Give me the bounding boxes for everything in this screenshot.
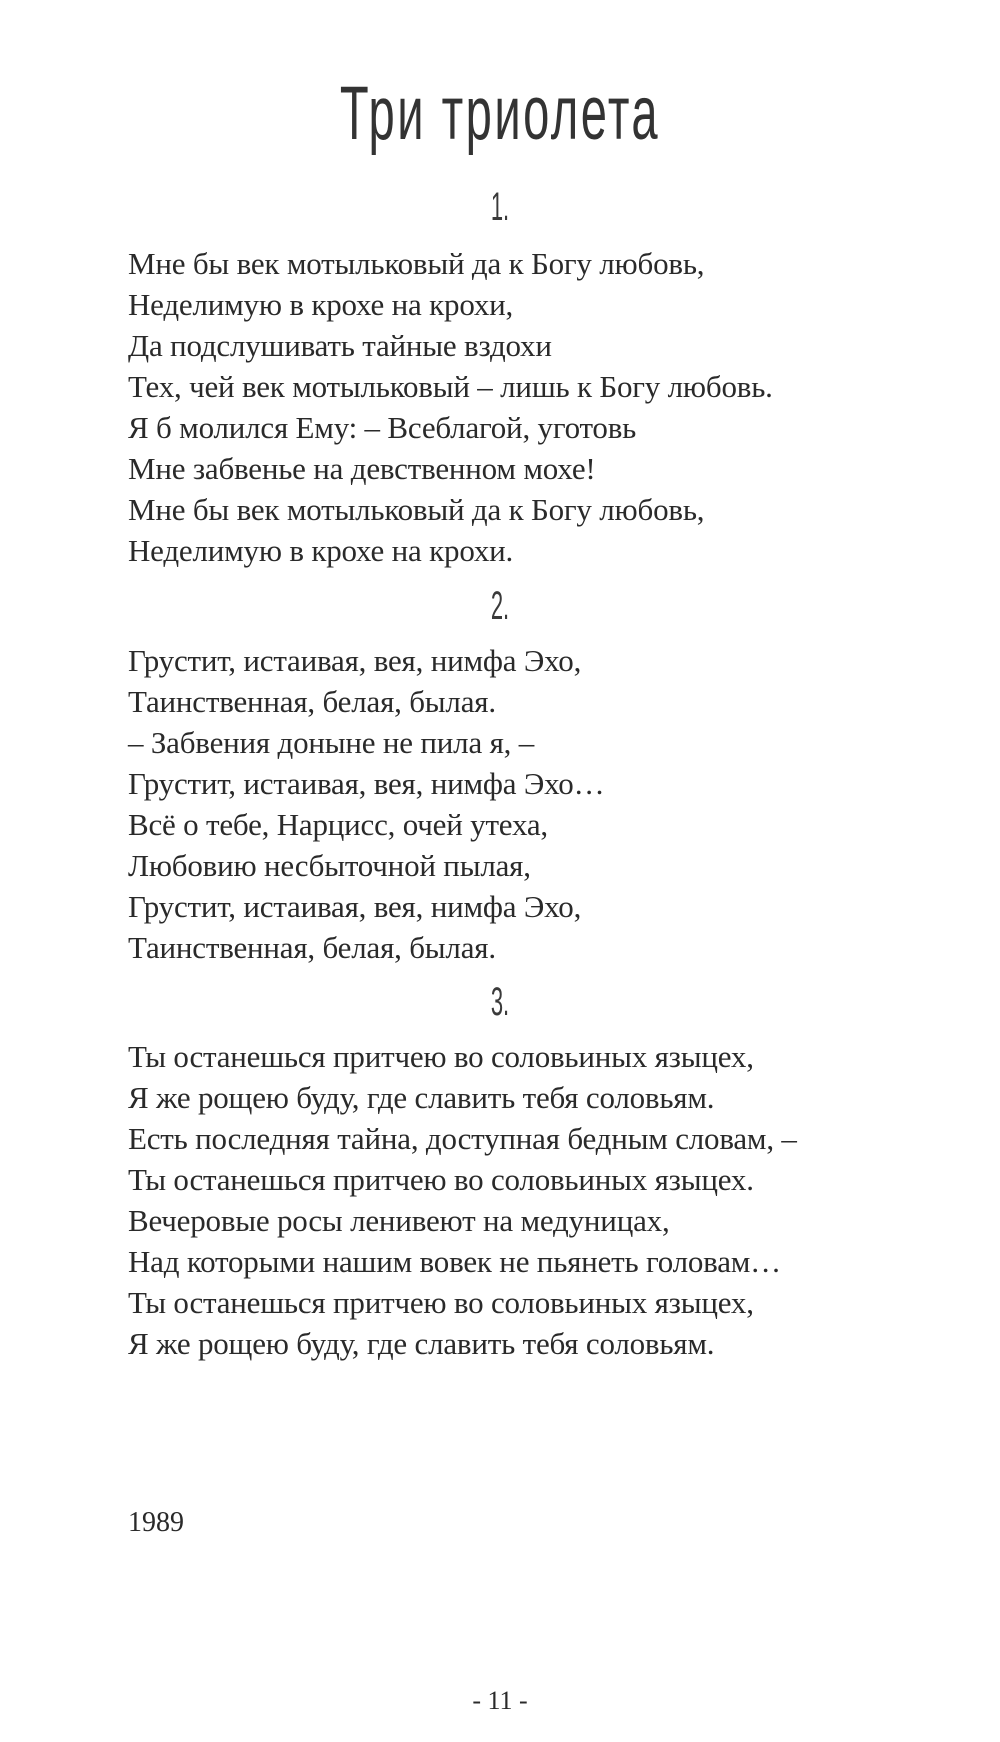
stanza-3: [128, 1036, 948, 1364]
stanza-2: [128, 640, 948, 968]
poem-line: Мне бы век мотыльковый да к Богу любовь,: [128, 246, 705, 281]
page-title: Три триолета: [339, 71, 661, 156]
poem-line: Мне забвенье на девственном мохе!: [128, 451, 596, 486]
poem-line: Я б молился Ему: – Всеблагой, уготовь: [128, 410, 637, 445]
page-number: - 11 -: [472, 1686, 528, 1715]
poem-line: Тех, чей век мотыльковый – лишь к Богу любовь.: [128, 369, 773, 404]
poem-line: Грустит, истаивая, вея, нимфа Эхо…: [128, 766, 605, 801]
poem-line: Ты останешься притчею во соловьиных языцех,: [128, 1285, 754, 1320]
poem-line: Вечеровые росы ленивеют на медуницах,: [128, 1203, 670, 1238]
poem-line: Неделимую в крохе на крохи.: [128, 533, 514, 568]
section-number-2: 2.: [490, 584, 510, 628]
poem-line: Таинственная, белая, былая.: [128, 684, 496, 719]
poem-line: Я же рощею буду, где славить тебя соловьям.: [128, 1326, 715, 1361]
poem-line: Ты останешься притчею во соловьиных языцех.: [128, 1162, 754, 1197]
poem-line: Ты останешься притчею во соловьиных языцех,: [128, 1039, 754, 1074]
poem-line: Да подслушивать тайные вздохи: [128, 328, 552, 363]
poem-line: Неделимую в крохе на крохи,: [128, 287, 514, 322]
poem-line: Есть последняя тайна, доступная бедным словам, –: [128, 1121, 797, 1156]
stanza-1: [128, 243, 948, 571]
poem-line: Грустит, истаивая, вея, нимфа Эхо,: [128, 889, 582, 924]
poem-line: Всё о тебе, Нарцисс, очей утеха,: [128, 807, 548, 842]
poem-date: 1989: [128, 1507, 184, 1538]
poem-line: Я же рощею буду, где славить тебя соловьям.: [128, 1080, 715, 1115]
poem-line: Грустит, истаивая, вея, нимфа Эхо,: [128, 643, 582, 678]
poem-line: Над которыми нашим вовек не пьянеть головам…: [128, 1244, 781, 1279]
section-number-1: 1.: [490, 185, 510, 229]
poem-line: – Забвения доныне не пила я, –: [128, 725, 535, 760]
poem-line: Таинственная, белая, былая.: [128, 930, 496, 965]
poem-line: Любовию несбыточной пылая,: [128, 848, 531, 883]
section-number-3: 3.: [490, 980, 510, 1024]
poem-line: Мне бы век мотыльковый да к Богу любовь,: [128, 492, 705, 527]
